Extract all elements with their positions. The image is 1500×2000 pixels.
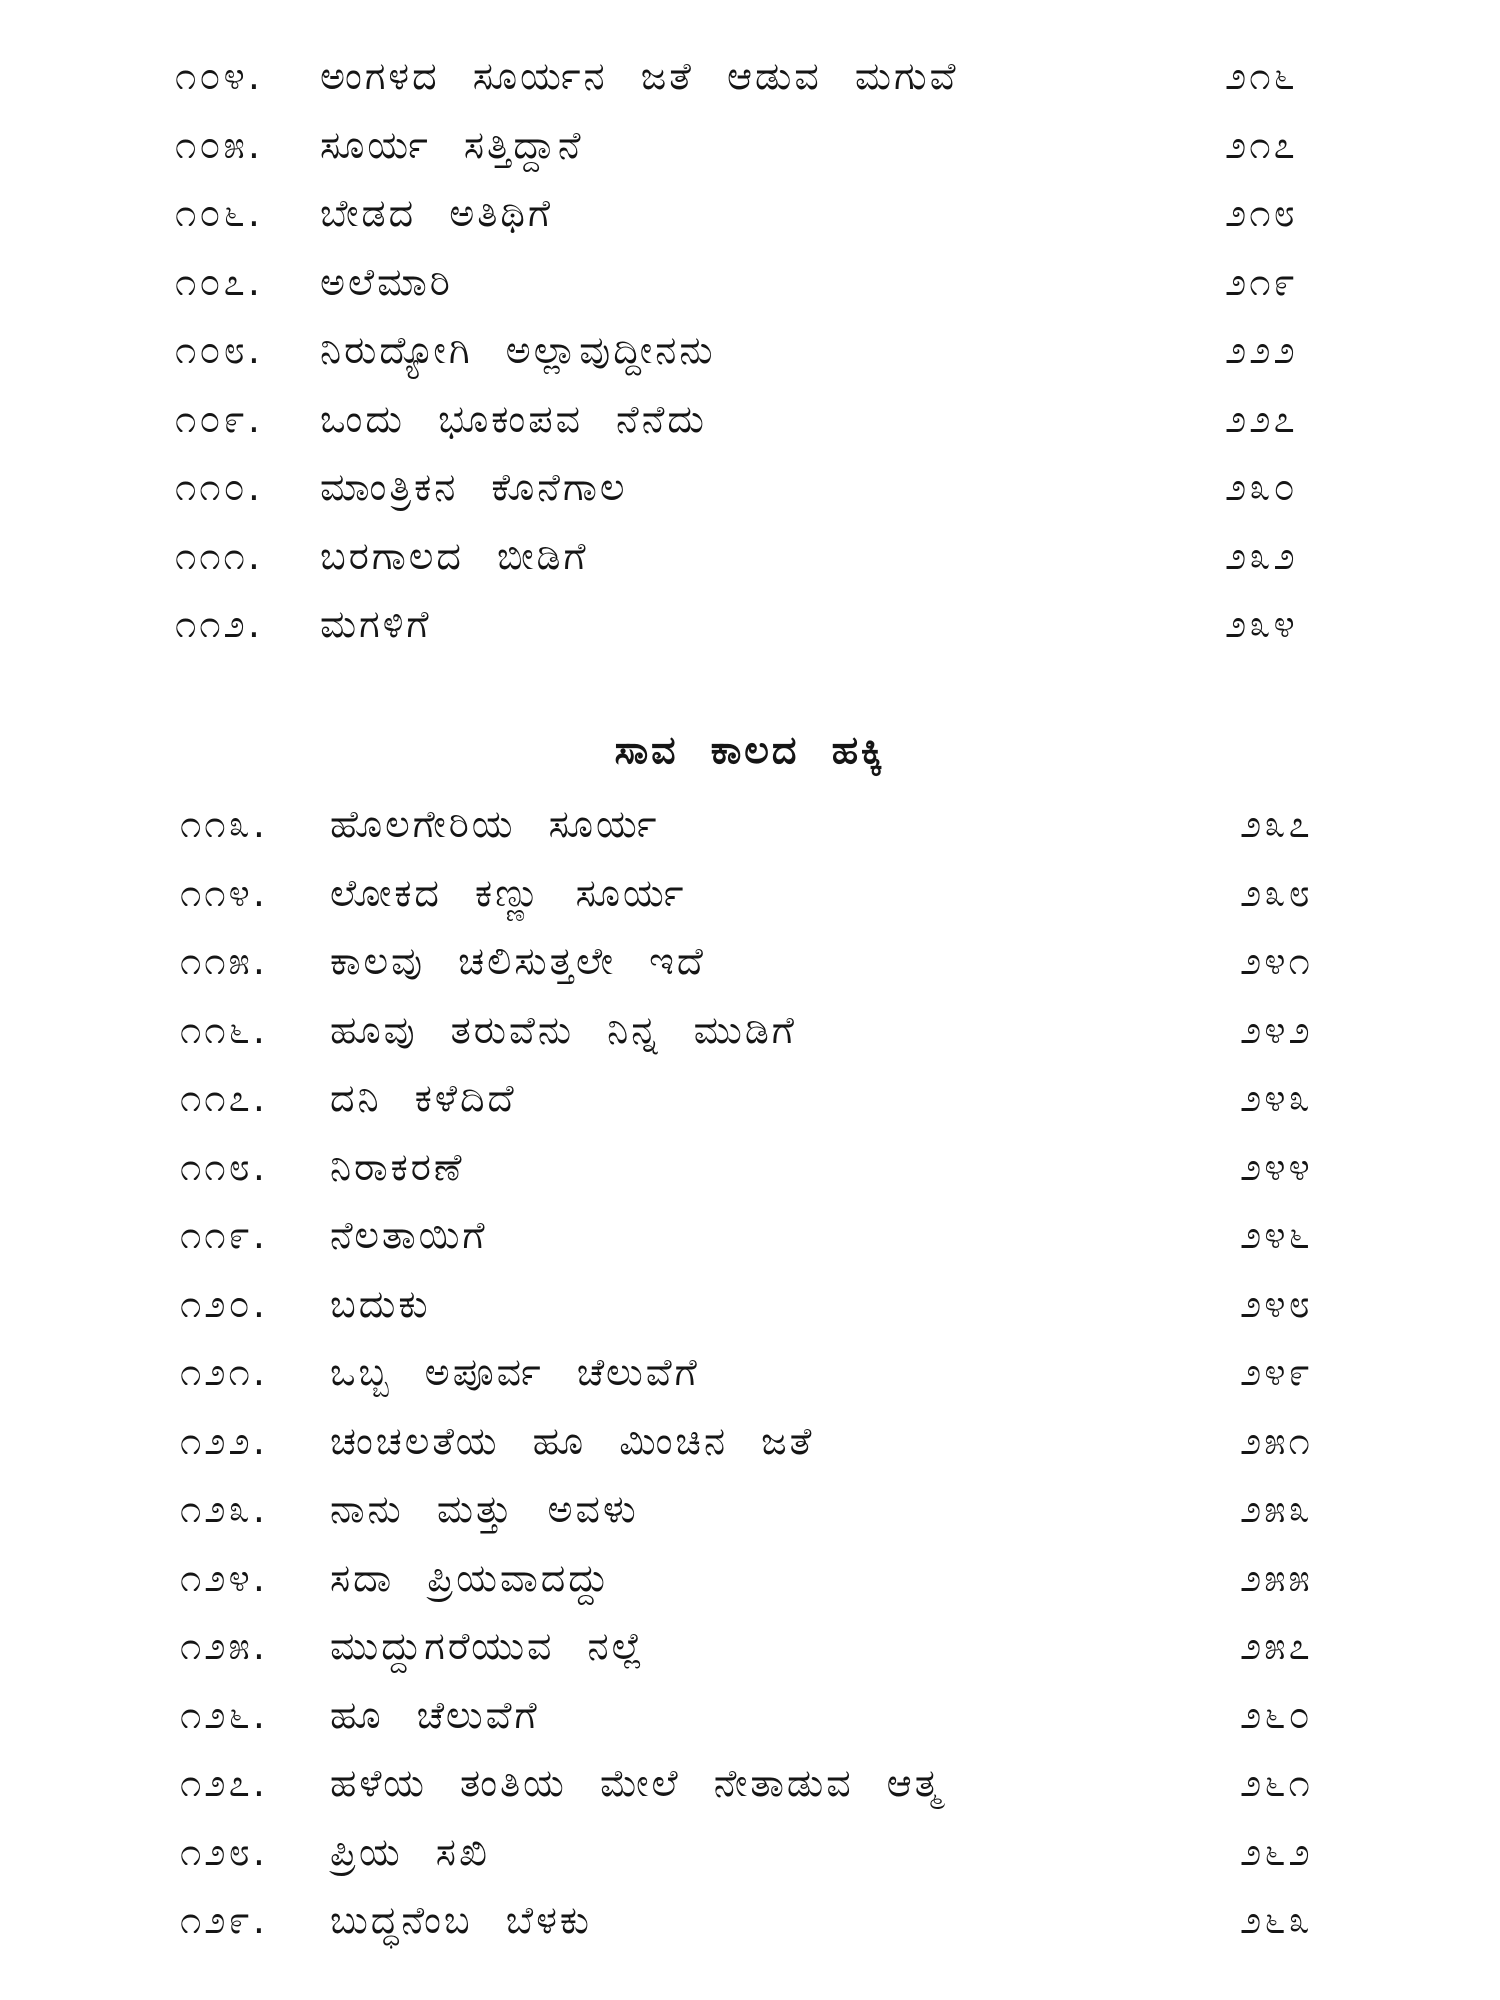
entry-title: ನಿರಾಕರಣೆ	[330, 1144, 465, 1189]
entry-number: ೧೧೨.	[175, 602, 263, 646]
entry-title: ಹೂವು ತರುವೆನು ನಿನ್ನ ಮುಡಿಗೆ	[330, 1007, 797, 1052]
toc-entry	[0, 248, 1500, 317]
section-heading: ಸಾವ ಕಾಲದ ಹಕ್ಕಿ	[614, 728, 886, 772]
entry-title: ಒಂದು ಭೂಕಂಪವ ನೆನೆದು	[320, 396, 707, 441]
entry-page-number: ೨೧೬	[1225, 54, 1298, 98]
entry-title: ಪ್ರಿಯ ಸಖಿ	[330, 1829, 491, 1874]
toc-entry	[0, 1612, 1500, 1681]
toc-entry	[0, 1270, 1500, 1339]
entry-number: ೧೨೯.	[180, 1898, 268, 1942]
entry-page-number: ೨೧೮	[1225, 191, 1298, 235]
toc-entry	[0, 1475, 1500, 1544]
toc-entry	[0, 790, 1500, 859]
entry-number: ೧೨೩.	[180, 1487, 268, 1531]
entry-title: ಹೂ ಚೆಲುವೆಗೆ	[330, 1692, 540, 1737]
entry-page-number: ೨೪೬	[1240, 1213, 1313, 1257]
entry-page-number: ೨೩೭	[1240, 802, 1313, 846]
entry-number: ೧೨೨.	[180, 1418, 268, 1463]
entry-title: ಒಬ್ಬ ಅಪೂರ್ವ ಚೆಲುವೆಗೆ	[330, 1350, 700, 1394]
entry-number: ೧೨೦.	[180, 1281, 268, 1326]
entry-title: ಹಳೆಯ ತಂತಿಯ ಮೇಲೆ ನೇತಾಡುವ ಆತ್ಮ	[330, 1761, 944, 1805]
entry-number: ೧೧೭.	[180, 1076, 268, 1120]
entry-number: ೧೨೭.	[180, 1761, 268, 1805]
toc-entry	[0, 1133, 1500, 1202]
toc-entry	[0, 111, 1500, 180]
toc-entry	[0, 1749, 1500, 1818]
entry-title: ನಿರುದ್ಯೋಗಿ ಅಲ್ಲಾವುದ್ದೀನನು	[320, 328, 716, 372]
entry-title: ಕಾಲವು ಚಲಿಸುತ್ತಲೇ ಇದೆ	[330, 939, 706, 983]
toc-entry	[0, 316, 1500, 385]
toc-entry	[0, 859, 1500, 928]
entry-page-number: ೨೬೩	[1240, 1898, 1313, 1942]
entry-page-number: ೨೩೮	[1240, 870, 1313, 915]
entry-number: ೧೧೩.	[180, 802, 268, 846]
entry-title: ನೆಲತಾಯಿಗೆ	[330, 1213, 488, 1257]
entry-title: ನಾನು ಮತ್ತು ಅವಳು	[330, 1487, 639, 1531]
entry-number: ೧೧೯.	[180, 1213, 268, 1257]
entry-page-number: ೨೩೦	[1225, 465, 1298, 509]
entry-title: ದನಿ ಕಳೆದಿದೆ	[330, 1076, 517, 1120]
toc-entry	[0, 1886, 1500, 1955]
entry-page-number: ೨೧೭	[1225, 122, 1298, 167]
entry-page-number: ೨೪೨	[1240, 1007, 1313, 1052]
entry-number: ೧೨೧.	[180, 1350, 268, 1394]
entry-number: ೧೧೮.	[180, 1144, 268, 1189]
entry-page-number: ೨೬೧	[1240, 1761, 1313, 1805]
entry-title: ಬರಗಾಲದ ಬೀಡಿಗೆ	[320, 533, 589, 578]
entry-title: ಮಗಳಿಗೆ	[320, 602, 432, 646]
toc-entry	[0, 522, 1500, 591]
entry-page-number: ೨೩೪	[1225, 602, 1298, 646]
entry-page-number: ೨೨೨	[1225, 328, 1298, 372]
entry-number: ೧೧೧.	[175, 533, 263, 578]
entry-title: ಚಂಚಲತೆಯ ಹೂ ಮಿಂಚಿನ ಜತೆ	[330, 1418, 815, 1463]
toc-entry	[0, 1407, 1500, 1476]
entry-number: ೧೨೮.	[180, 1829, 268, 1874]
entry-page-number: ೨೪೪	[1240, 1144, 1313, 1189]
toc-entry	[0, 42, 1500, 111]
entry-page-number: ೨೫೭	[1240, 1624, 1313, 1668]
entry-page-number: ೨೬೨	[1240, 1829, 1313, 1874]
entry-page-number: ೨೪೧	[1240, 939, 1313, 983]
toc-entry	[0, 1818, 1500, 1887]
toc-entry	[0, 927, 1500, 996]
entry-number: ೧೧೪.	[180, 870, 268, 915]
entry-page-number: ೨೪೮	[1240, 1281, 1313, 1326]
toc-list-section-two	[0, 790, 1500, 1955]
toc-entry	[0, 453, 1500, 522]
entry-number: ೧೨೫.	[180, 1624, 268, 1668]
toc-entry	[0, 1681, 1500, 1750]
entry-title: ಬುದ್ಧನೆಂಬ ಬೆಳಕು	[330, 1898, 593, 1942]
toc-entry	[0, 996, 1500, 1065]
entry-title: ಬದುಕು	[330, 1281, 431, 1326]
entry-page-number: ೨೫೩	[1240, 1487, 1313, 1531]
entry-number: ೧೧೦.	[175, 465, 263, 509]
entry-page-number: ೨೩೨	[1225, 533, 1298, 578]
entry-title: ಲೋಕದ ಕಣ್ಣು ಸೂರ್ಯ	[330, 870, 687, 915]
entry-page-number: ೨೫೧	[1240, 1418, 1313, 1463]
toc-entry	[0, 179, 1500, 248]
entry-number: ೧೦೬.	[175, 191, 263, 235]
entry-page-number: ೨೪೯	[1240, 1350, 1313, 1394]
entry-title: ಸೂರ್ಯ ಸತ್ತಿದ್ದಾನೆ	[320, 122, 584, 167]
entry-title: ಅಂಗಳದ ಸೂರ್ಯನ ಜತೆ ಆಡುವ ಮಗುವೆ	[320, 54, 959, 98]
toc-entry	[0, 1201, 1500, 1270]
entry-number: ೧೧೫.	[180, 939, 268, 983]
toc-entry	[0, 1338, 1500, 1407]
toc-list-section-one	[0, 42, 1500, 659]
entry-page-number: ೨೪೩	[1240, 1076, 1313, 1120]
entry-page-number: ೨೧೯	[1225, 259, 1298, 304]
entry-number: ೧೨೪.	[180, 1555, 268, 1600]
entry-title: ಮಾಂತ್ರಿಕನ ಕೊನೆಗಾಲ	[320, 465, 628, 509]
entry-title: ಹೊಲಗೇರಿಯ ಸೂರ್ಯ	[330, 802, 660, 846]
entry-title: ಸದಾ ಪ್ರಿಯವಾದದ್ದು	[330, 1555, 612, 1600]
entry-number: ೧೦೪.	[175, 54, 263, 98]
entry-number: ೧೦೫.	[175, 122, 263, 167]
entry-title: ಅಲೆಮಾರಿ	[320, 259, 453, 304]
toc-entry	[0, 385, 1500, 454]
entry-page-number: ೨೬೦	[1240, 1692, 1313, 1737]
entry-title: ಬೇಡದ ಅತಿಥಿಗೆ	[320, 191, 554, 235]
entry-title: ಮುದ್ದುಗರೆಯುವ ನಲ್ಲೆ	[330, 1624, 646, 1668]
entry-number: ೧೦೭.	[175, 259, 263, 304]
entry-page-number: ೨೫೫	[1240, 1555, 1313, 1600]
toc-entry	[0, 1064, 1500, 1133]
entry-number: ೧೦೯.	[175, 396, 263, 441]
toc-entry	[0, 1544, 1500, 1613]
entry-number: ೧೦೮.	[175, 328, 263, 372]
entry-number: ೧೨೬.	[180, 1692, 268, 1737]
toc-entry	[0, 590, 1500, 659]
entry-page-number: ೨೨೭	[1225, 396, 1298, 441]
entry-number: ೧೧೬.	[180, 1007, 268, 1052]
